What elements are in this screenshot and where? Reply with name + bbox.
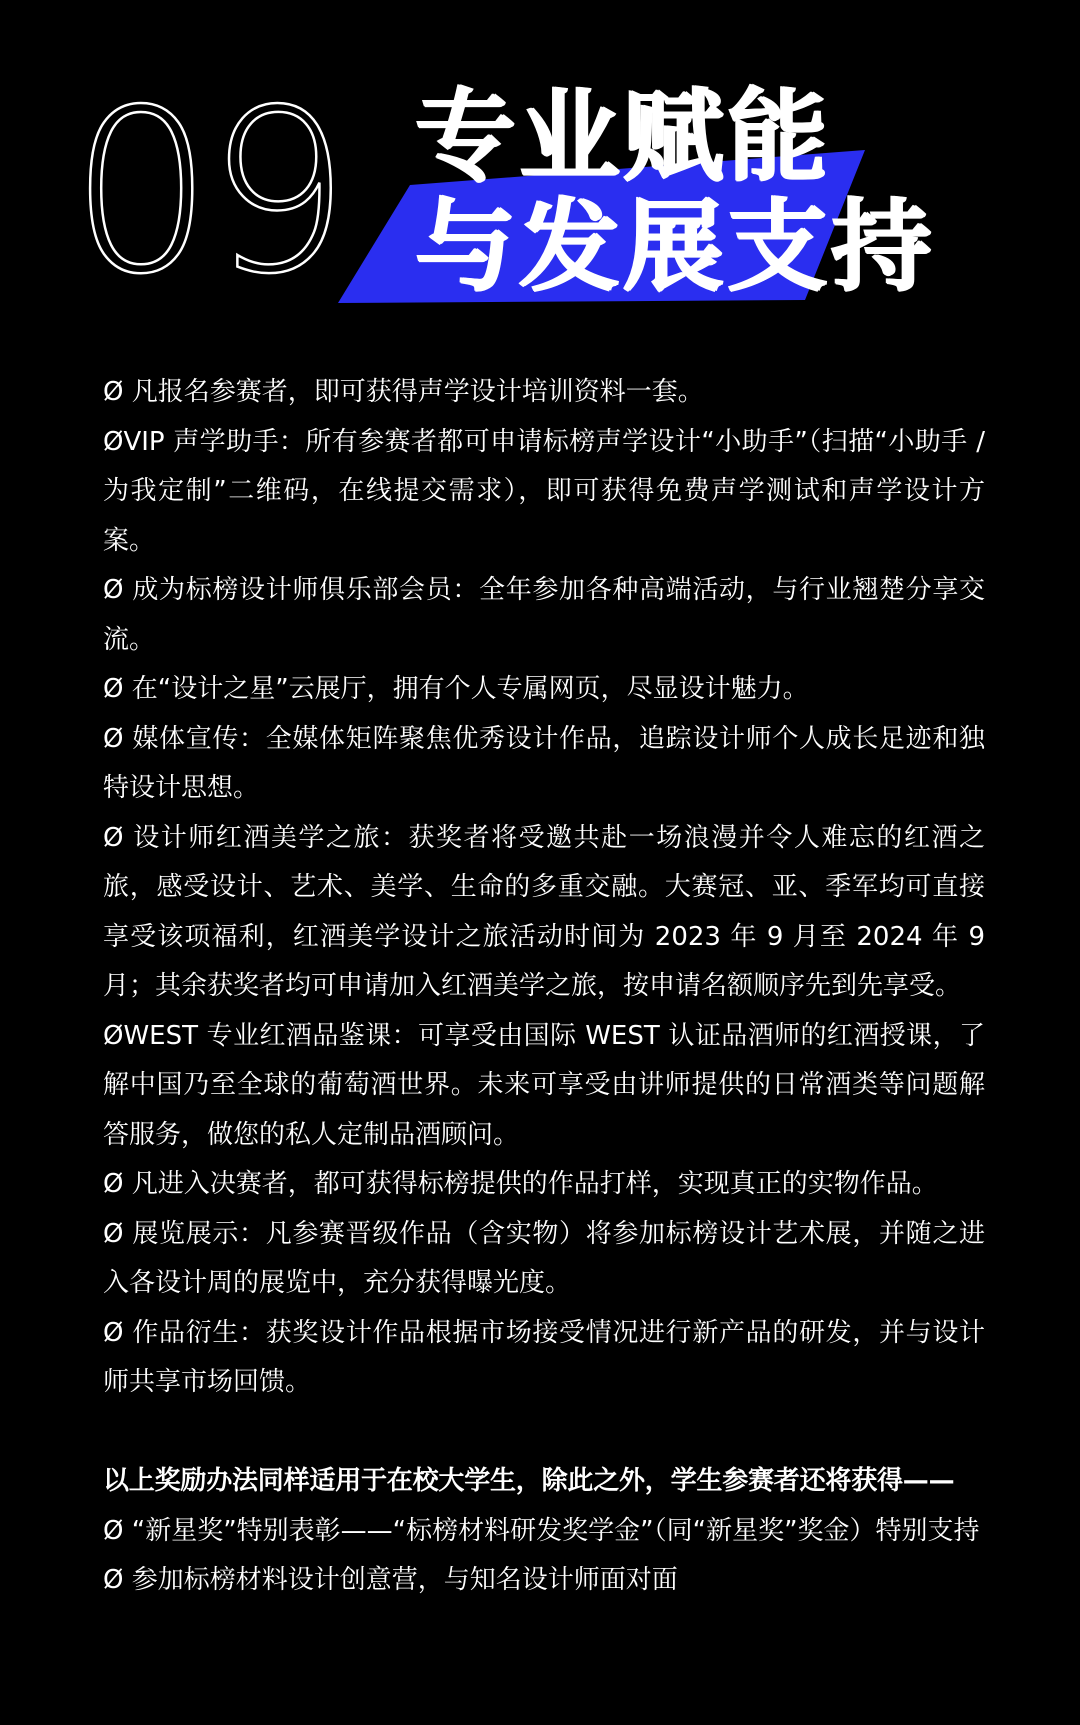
benefit-item: Ø 在“设计之星”云展厅，拥有个人专属网页，尽显设计魅力。 [103,674,809,704]
benefit-item: Ø 成为标榜设计师俱乐部会员：全年参加各种高端活动，与行业翘楚分享交流。 [103,575,985,655]
benefit-item: ØVIP 声学助手：所有参赛者都可申请标榜声学设计“小助手”（扫描“小助手 / 为我定制”二维码，在线提交需求），即可获得免费声学测试和声学设计方案。 [103,426,985,556]
benefit-item: Ø 凡报名参赛者，即可获得声学设计培训资料一套。 [103,377,704,407]
benefit-item: ØWEST 专业红酒品鉴课：可享受由国际 WEST 认证品酒师的红酒授课，了解中国乃至全球的葡萄酒世界。未来可享受由讲师提供的日常酒类等问题解答服务，做您的私人定制品酒顾问。 [103,1020,985,1150]
section-title-line-1: 专业赋能 [415,78,831,195]
benefit-item: Ø 展览展示：凡参赛晋级作品（含实物）将参加标榜设计艺术展，并随之进入各设计周的展览中，充分获得曝光度。 [103,1218,985,1298]
section-header [0,0,1080,330]
students-lead-text: 以上奖励办法同样适用于在校大学生，除此之外，学生参赛者还将获得—— [103,1466,955,1496]
section-title-line-2: 与发展支持 [415,188,935,305]
student-benefit-item: Ø 参加标榜材料设计创意营，与知名设计师面对面 [103,1565,678,1595]
benefits-content [103,368,985,1606]
section-spacer [103,1408,985,1458]
student-benefit-item: Ø “新星奖”特别表彰——“标榜材料研发奖学金”（同“新星奖”奖金）特别支持 [103,1515,980,1546]
benefit-item: Ø 作品衍生：获奖设计作品根据市场接受情况进行新产品的研发，并与设计师共享市场回馈。 [103,1317,985,1397]
benefit-item: Ø 凡进入决赛者，都可获得标榜提供的作品打样，实现真正的实物作品。 [103,1169,938,1199]
section-number: 09 [70,62,345,324]
benefit-item: Ø 媒体宣传：全媒体矩阵聚焦优秀设计作品，追踪设计师个人成长足迹和独特设计思想。 [103,723,985,803]
benefit-item: Ø 设计师红酒美学之旅：获奖者将受邀共赴一场浪漫并令人难忘的红酒之旅，感受设计、艺术、美学、生命的多重交融。大赛冠、亚、季军均可直接享受该项福利，红酒美学设计之旅活动时间为 2023 年 9 月至 2024 年 9 月；其余获奖者均可申请加入红酒美学之旅，按申请名额顺序先到先享受。 [103,822,985,1001]
